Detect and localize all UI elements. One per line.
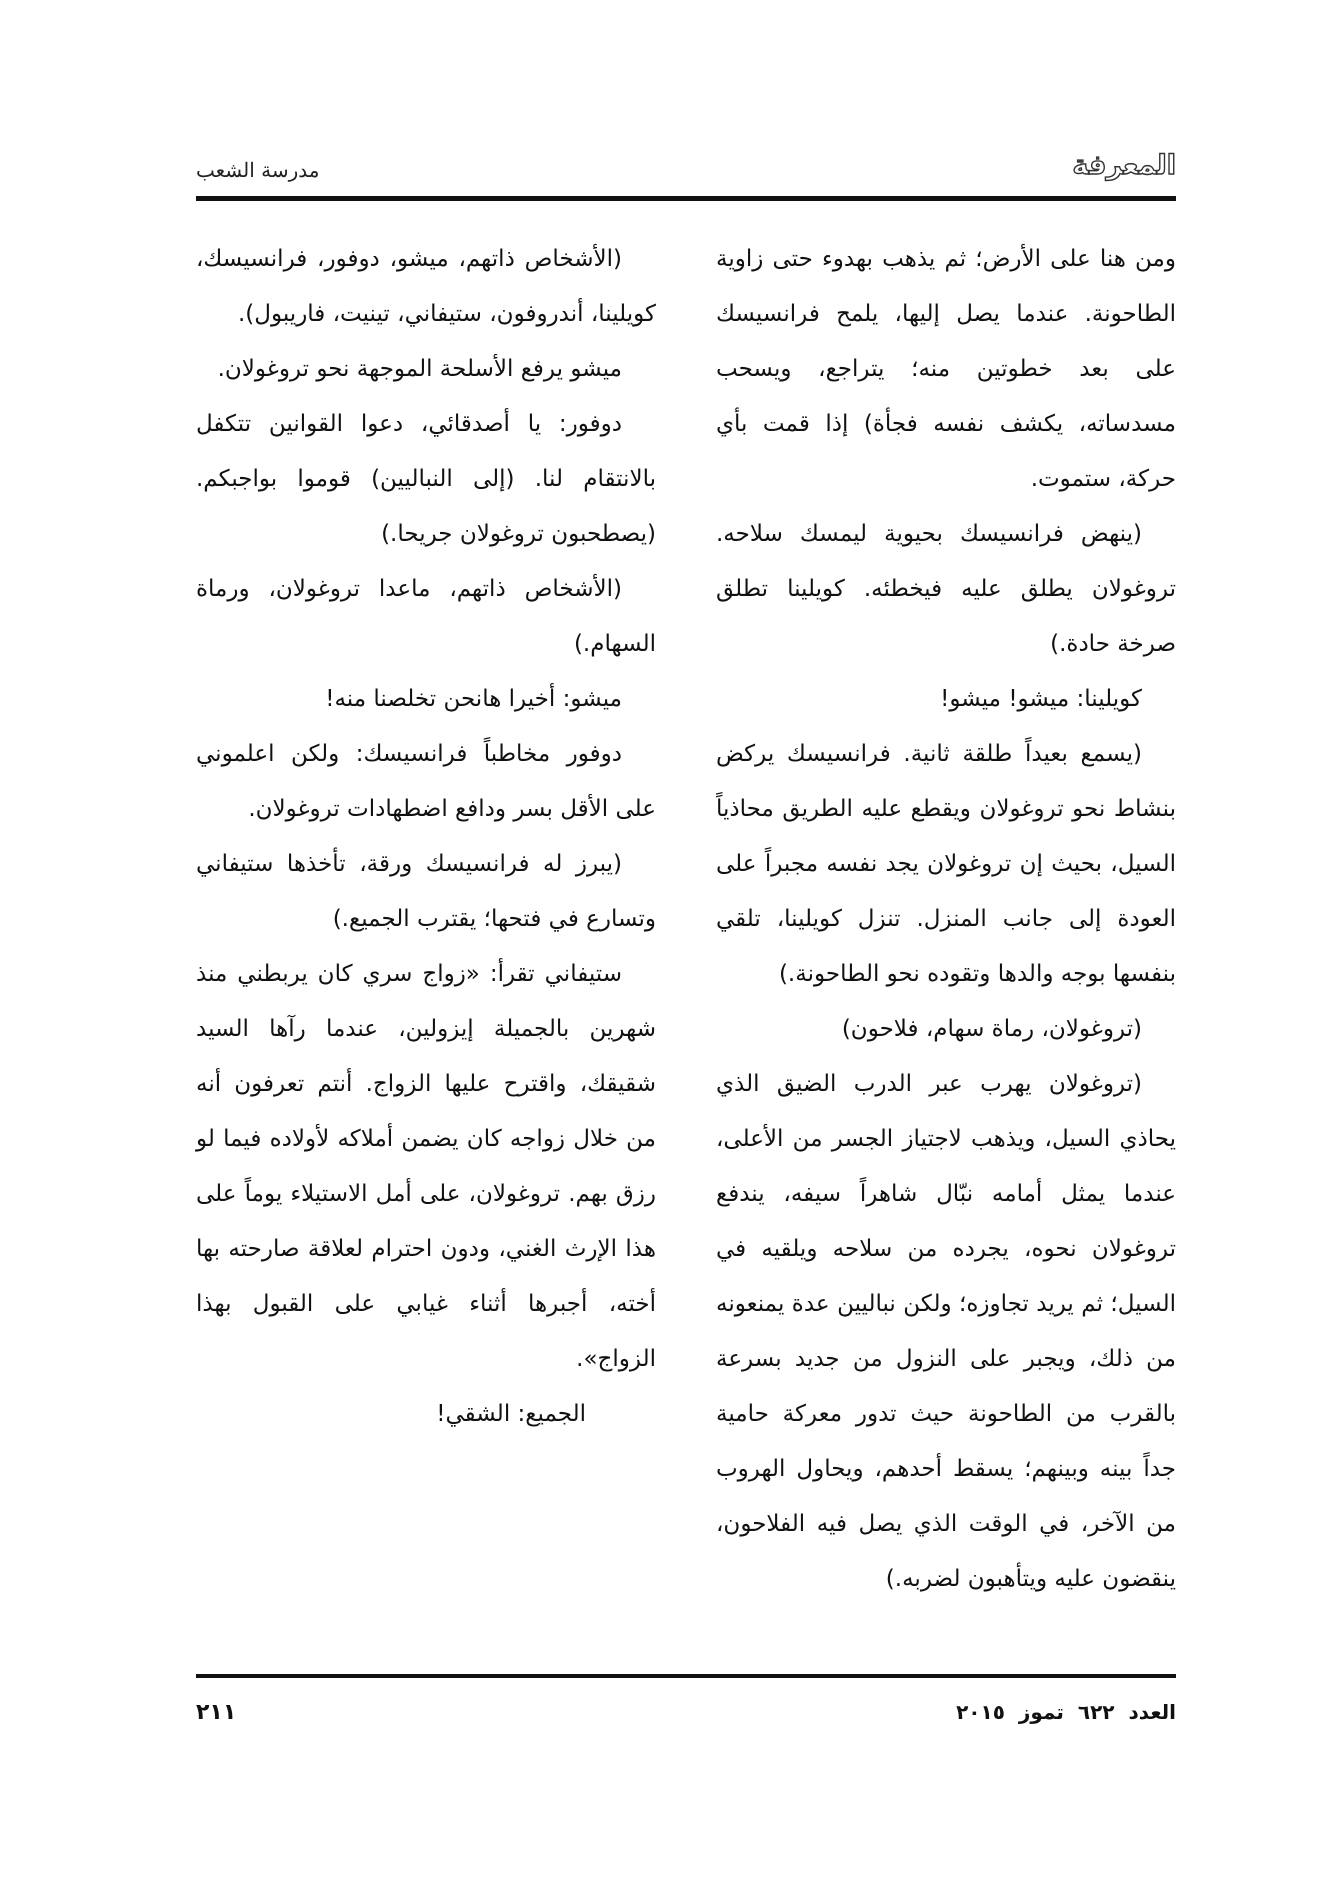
paragraph: (الأشخاص ذاتهم، ماعدا تروغولان، ورماة السهام.) xyxy=(196,576,656,657)
paragraph: (تروغولان يهرب عبر الدرب الضيق الذي يحاذي السيل، ويذهب لاجتياز الجسر من الأعلى، عندما يمثل أمامه نبّال شاهراً سيفه، يندفع تروغولان نحوه، يجرده من سلاحه ويلقيه في السيل؛ ثم يريد تجاوزه؛ ولكن نباليين عدة يمنعونه من ذلك، ويجبر على النزول من جديد بسرعة بالقرب من الطاحونة حيث تدور معركة حامية جداً بينه وبينهم؛ يسقط أحدهم، ويحاول الهروب من الآخر، في الوقت الذي يصل فيه الفلاحون، ينقضون عليه ويتأهبون لضربه.) xyxy=(716,1071,1176,1592)
page-number: ٢١١ xyxy=(196,1700,237,1725)
paragraph: (يبرز له فرانسيسك ورقة، تأخذها ستيفاني وتسارع في فتحها؛ يقترب الجميع.) xyxy=(196,851,656,932)
paragraph: ستيفاني تقرأ: «زواج سري كان يربطني منذ شهرين بالجميلة إيزولين، عندما رآها السيد شقيقك، واقترح عليها الزواج. أنتم تعرفون أنه من خلال زواجه كان يضمن أملاكه لأولاده فيما لو رزق بهم. تروغولان، على أمل الاستيلاء يوماً على هذا الإرث الغني، ودون احترام لعلاقة صارحته بها أخته، أجبرها أثناء غيابي على القبول بهذا الزواج». xyxy=(196,961,656,1372)
magazine-logo: المعرفة xyxy=(1072,150,1176,181)
paragraph: (الأشخاص ذاتهم، ميشو، دوفور، فرانسيسك، كويلينا، أندروفون، ستيفاني، تينيت، فاريبول). xyxy=(196,246,656,327)
right-column xyxy=(716,232,1176,1607)
paragraph: (تروغولان، رماة سهام، فلاحون) xyxy=(841,1016,1142,1042)
paragraph: ميشو: أخيرا هانحن تخلصنا منه! xyxy=(325,686,622,712)
page-footer xyxy=(196,1700,1176,1740)
left-column xyxy=(196,232,656,1442)
page-header xyxy=(196,150,1176,198)
issue-year: ٢٠١٥ xyxy=(956,1700,1005,1724)
paragraph: دوفور: يا أصدقائي، دعوا القوانين تتكفل بالانتقام لنا. (إلى النباليين) قوموا بواجبكم. (يصطحبون تروغولان جريحا.) xyxy=(196,411,656,547)
issue-month: تموز xyxy=(1018,1700,1064,1724)
issue-label: العدد xyxy=(1128,1700,1176,1724)
paragraph: (يسمع بعيداً طلقة ثانية. فرانسيسك يركض بنشاط نحو تروغولان ويقطع عليه الطريق محاذياً السيل، بحيث إن تروغولان يجد نفسه مجبراً على العودة إلى جانب المنزل. تنزل كويلينا، تلقي بنفسها بوجه والدها وتقوده نحو الطاحونة.) xyxy=(716,741,1176,987)
paragraph: ومن هنا على الأرض؛ ثم يذهب بهدوء حتى زاوية الطاحونة. عندما يصل إليها، يلمح فرانسيسك على بعد خطوتين منه؛ يتراجع، ويسحب مسدساته، يكشف نفسه فجأة) إذا قمت بأي حركة، ستموت. xyxy=(716,246,1176,492)
header-rule xyxy=(196,196,1176,201)
footer-rule xyxy=(196,1674,1176,1678)
paragraph: ميشو يرفع الأسلحة الموجهة نحو تروغولان. xyxy=(217,356,622,382)
section-title: مدرسة الشعب xyxy=(196,158,320,182)
paragraph: الجميع: الشقي! xyxy=(436,1401,586,1427)
paragraph: (ينهض فرانسيسك بحيوية ليمسك سلاحه. تروغولان يطلق عليه فيخطئه. كويلينا تطلق صرخة حادة.) xyxy=(716,521,1176,657)
issue-info xyxy=(942,1700,1176,1724)
paragraph: كويلينا: ميشو! ميشو! xyxy=(940,686,1142,712)
issue-number: ٦٢٢ xyxy=(1077,1700,1115,1724)
paragraph: دوفور مخاطباً فرانسيسك: ولكن اعلموني على الأقل بسر ودافع اضطهادات تروغولان. xyxy=(196,741,656,822)
